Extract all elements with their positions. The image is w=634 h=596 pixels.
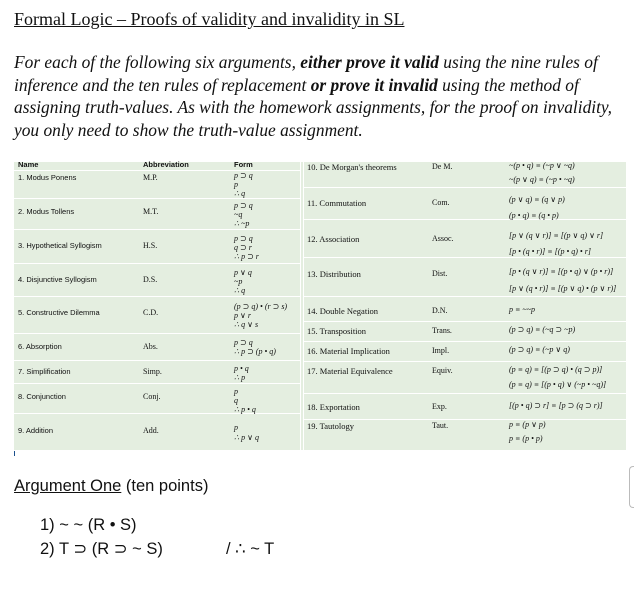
rule-form-line: p ⊃ q [234,338,253,347]
rule-name: 17. Material Equivalence [307,366,393,376]
rule-form-line: ∴ ~p [234,219,250,228]
rule-form-line: ∴ p ⊃ (p • q) [234,347,276,356]
rule-form-line: ∴ q ∨ s [234,320,259,329]
rule-form-line: p ⊃ q [234,171,253,180]
row-divider [304,341,626,342]
rule-equivalence-line: [p ∨ (q ∨ r)] ≡ [(p ∨ q) ∨ r] [509,231,604,240]
rule-name: 3. Hypothetical Syllogism [18,241,102,250]
rule-equivalence-line: [p ∨ (q • r)] ≡ [(p ∨ q) • (p ∨ r)] [509,284,617,293]
rule-form-line: p [234,180,238,189]
row-divider [304,321,626,322]
rule-equivalence-line: p ≡ ~~p [509,305,536,314]
rule-form-line: ∴ p ⊃ r [234,252,259,261]
rule-abbreviation: Equiv. [432,366,453,375]
instructions-bold-valid: either prove it valid [300,52,439,72]
scrollbar-thumb[interactable] [629,466,634,508]
table-column-separator [300,162,301,450]
rule-equivalence-line: p ≡ (p ∨ p) [509,420,546,429]
rule-abbreviation: Abs. [143,342,158,351]
rule-name: 8. Conjunction [18,392,66,401]
row-divider [14,333,300,334]
argument-title-points: (ten points) [121,477,209,495]
row-divider [14,413,300,414]
rule-name: 19. Tautology [307,421,354,431]
rule-form-line: p [234,423,238,432]
rule-name: 2. Modus Tollens [18,207,75,216]
rule-form-line: ∴ p ∨ q [234,433,259,442]
row-divider [14,198,300,199]
argument-title-underlined: Argument One [14,477,122,495]
rule-equivalence-line: (p ≡ q) ≡ [(p ⊃ q) • (q ⊃ p)] [509,365,603,374]
header-name: Name [18,160,39,169]
text-cursor-mark [14,451,15,456]
rule-name: 11. Commutation [307,198,367,208]
rule-equivalence-line: (p ⊃ q) ≡ (~p ∨ q) [509,345,570,354]
rule-abbreviation: Impl. [432,346,450,355]
rule-form-line: q ⊃ r [234,243,252,252]
rule-equivalence-line: (p ≡ q) ≡ [(p • q) ∨ (~p • ~q)] [509,380,607,389]
rule-equivalence-line: (p ∨ q) ≡ (q ∨ p) [509,195,565,204]
rule-abbreviation: Com. [432,198,450,207]
instructions-bold-invalid: or prove it invalid [310,74,438,95]
instructions-text-2: using the nine rules of inference and the ten rules of replacement [14,52,598,95]
rule-form-line: p ∨ q [234,268,252,277]
rule-abbreviation: Simp. [143,367,162,376]
rule-form-line: (p ⊃ q) • (r ⊃ s) [234,302,288,311]
page-heading: Formal Logic – Proofs of validity and invalidity in SL [14,9,405,29]
row-divider [14,170,300,171]
rule-abbreviation: Dist. [432,269,448,278]
row-divider [14,383,300,384]
rule-form-line: q [234,396,238,405]
rules-table-image [14,157,626,450]
rule-equivalence-line: (p ⊃ q) ≡ (~q ⊃ ~p) [509,325,576,334]
rule-name: 16. Material Implication [307,346,390,356]
rule-form-line: p ⊃ q [234,234,253,243]
rule-name: 15. Transposition [307,326,367,336]
row-divider [304,187,626,188]
premise-1: 1) ~ ~ (R • S) [40,516,137,534]
header-form: Form [234,160,253,169]
row-divider [14,296,300,297]
rule-name: 9. Addition [18,426,54,435]
header-abbreviation: Abbreviation [143,160,189,169]
rule-form-line: ∴ q [234,189,246,198]
rule-abbreviation: D.S. [143,275,158,284]
rule-name: 13. Distribution [307,269,361,279]
row-divider [304,419,626,420]
rule-name: 14. Double Negation [307,306,379,316]
row-divider [304,219,626,220]
rule-abbreviation: M.T. [143,207,159,216]
argument-title [14,477,208,496]
rule-form-line: p ∨ r [234,311,251,320]
rule-name: 5. Constructive Dilemma [18,308,100,317]
rule-form-line: p [234,387,238,396]
rule-equivalence-line: ~(p ∨ q) ≡ (~p • ~q) [509,175,575,184]
rule-abbreviation: Trans. [432,326,452,335]
row-divider [14,229,300,230]
rule-name: 6. Absorption [18,342,62,351]
rule-abbreviation: Exp. [432,402,447,411]
rule-form-line: ~q [234,210,243,219]
row-divider [14,263,300,264]
rule-name: 18. Exportation [307,402,360,412]
premise-2: 2) T ⊃ (R ⊃ ~ S) [40,540,163,558]
conclusion: / ∴ ~ T [226,540,275,558]
rule-name: 12. Association [307,234,360,244]
instructions-text-3: using the method of assigning truth-values. As with the homework assignments, for the proof on invalidity, you only need to show the truth-value assignment. [14,74,613,140]
row-divider [304,393,626,394]
table-column-separator [303,162,304,450]
rule-name: 7. Simplification [18,367,71,376]
rule-form-line: ∴ q [234,286,246,295]
rule-equivalence-line: [(p • q) ⊃ r] ≡ [p ⊃ (q ⊃ r)] [509,401,603,410]
instructions-text-1: For each of the following six arguments, [14,52,301,72]
row-divider [14,360,300,361]
rule-equivalence-line: [p • (q ∨ r)] ≡ [(p • q) ∨ (p • r)] [509,267,614,276]
rule-abbreviation: M.P. [143,173,158,182]
rule-form-line: p • q [234,364,249,373]
rule-form-line: ∴ p • q [234,405,256,414]
rule-name: 4. Disjunctive Syllogism [18,275,97,284]
rule-form-line: ~p [234,277,243,286]
rule-abbreviation: Add. [143,426,159,435]
rule-abbreviation: D.N. [432,306,448,315]
rule-equivalence-line: p ≡ (p • p) [509,434,543,443]
rule-name: 10. De Morgan's theorems [307,162,397,172]
rule-abbreviation: Conj. [143,392,161,401]
rule-abbreviation: De M. [432,162,453,171]
rule-equivalence-line: (p • q) ≡ (q • p) [509,211,559,220]
instructions-paragraph [14,51,629,141]
row-divider [304,361,626,362]
rule-form-line: ∴ p [234,373,246,382]
row-divider [304,296,626,297]
rule-abbreviation: Assoc. [432,234,454,243]
rule-abbreviation: Taut. [432,421,449,430]
rule-abbreviation: C.D. [143,308,159,317]
rule-equivalence-line: [p • (q • r)] ≡ [(p • q) • r] [509,247,591,256]
rule-name: 1. Modus Ponens [18,173,77,182]
rule-equivalence-line: ~(p • q) ≡ (~p ∨ ~q) [509,161,575,170]
rule-form-line: p ⊃ q [234,201,253,210]
rule-abbreviation: H.S. [143,241,158,250]
